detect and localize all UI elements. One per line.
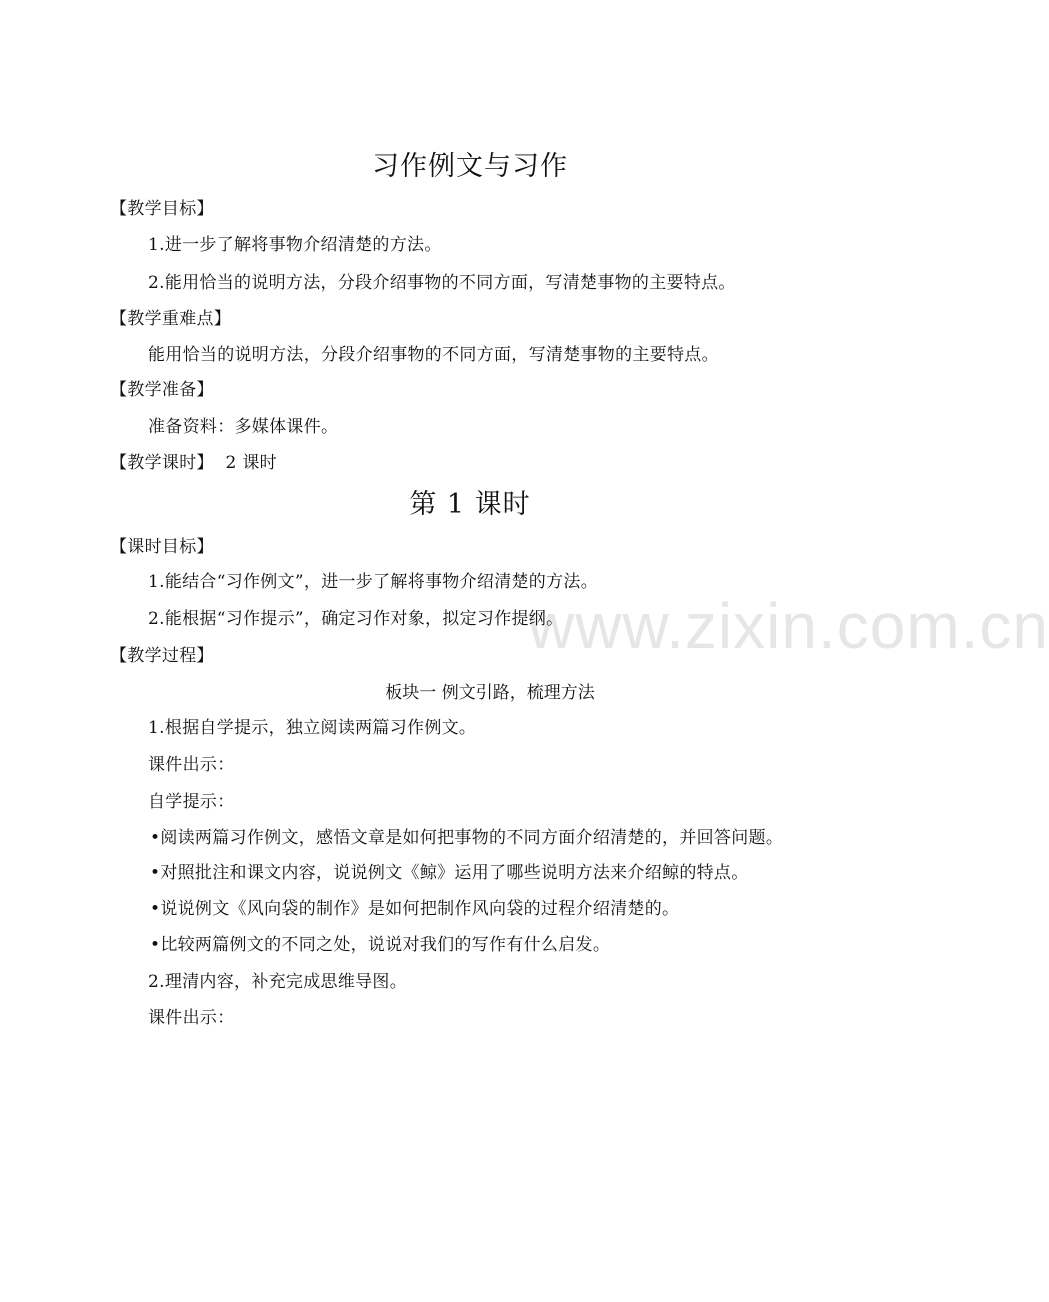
courseware-label-1: 课件出示： bbox=[148, 755, 235, 775]
lesson-goals-heading: 【课时目标】 bbox=[110, 537, 214, 557]
block-title: 板块一 例文引路，梳理方法 bbox=[385, 683, 595, 703]
self-study-label: 自学提示： bbox=[148, 792, 235, 812]
bullet-item-2: •对照批注和课文内容，说说例文《鲸》运用了哪些说明方法来介绍鲸的特点。 bbox=[150, 863, 749, 883]
preparation-heading: 【教学准备】 bbox=[110, 380, 214, 400]
preparation-text: 准备资料：多媒体课件。 bbox=[148, 417, 339, 437]
step-1: 1.根据自学提示，独立阅读两篇习作例文。 bbox=[148, 718, 477, 738]
lesson-goal-item-1: 1.能结合“习作例文”，进一步了解将事物介绍清楚的方法。 bbox=[148, 572, 599, 592]
courseware-label-2: 课件出示： bbox=[148, 1008, 235, 1028]
key-points-text: 能用恰当的说明方法，分段介绍事物的不同方面，写清楚事物的主要特点。 bbox=[148, 345, 719, 365]
lesson-goal-item-2: 2.能根据“习作提示”，确定习作对象，拟定习作提纲。 bbox=[148, 609, 564, 629]
goals-heading: 【教学目标】 bbox=[110, 199, 214, 219]
hours-heading: 【教学课时】 bbox=[110, 453, 214, 473]
goal-item-2: 2.能用恰当的说明方法，分段介绍事物的不同方面，写清楚事物的主要特点。 bbox=[148, 273, 736, 293]
watermark: www.zixin.com.cn bbox=[528, 590, 1049, 662]
hours-line bbox=[110, 452, 277, 474]
bullet-item-3: •说说例文《风向袋的制作》是如何把制作风向袋的过程介绍清楚的。 bbox=[150, 899, 680, 919]
bullet-item-1: •阅读两篇习作例文，感悟文章是如何把事物的不同方面介绍清楚的，并回答问题。 bbox=[150, 828, 784, 848]
document-title: 习作例文与习作 bbox=[372, 151, 568, 182]
bullet-item-4: •比较两篇例文的不同之处，说说对我们的写作有什么启发。 bbox=[150, 935, 611, 955]
hours-value: 2 课时 bbox=[225, 453, 277, 473]
process-heading: 【教学过程】 bbox=[110, 646, 214, 666]
lesson1-title: 第 1 课时 bbox=[409, 489, 531, 520]
goal-item-1: 1.进一步了解将事物介绍清楚的方法。 bbox=[148, 235, 442, 255]
step-2: 2.理清内容，补充完成思维导图。 bbox=[148, 972, 408, 992]
key-points-heading: 【教学重难点】 bbox=[110, 309, 232, 329]
